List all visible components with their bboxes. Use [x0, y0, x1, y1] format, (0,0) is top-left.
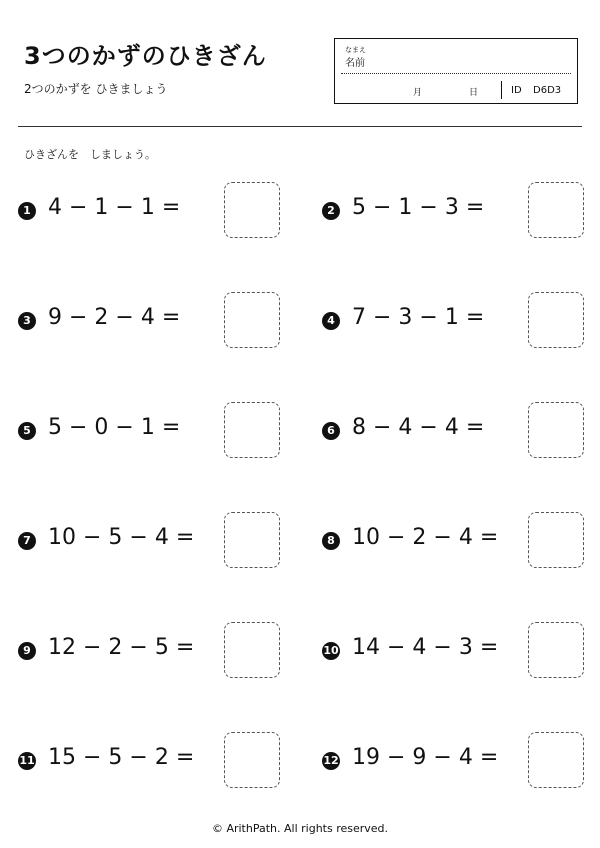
problem-1 [18, 182, 288, 240]
answer-box[interactable] [528, 292, 584, 348]
problem-number-badge: 10 [322, 642, 340, 660]
answer-box[interactable] [528, 732, 584, 788]
header-divider [18, 126, 582, 127]
problem-2 [322, 182, 592, 240]
problem-5 [18, 402, 288, 460]
month-label: 月 [413, 88, 423, 98]
problem-9 [18, 622, 288, 680]
problem-expression: 15 − 5 − 2 = [48, 745, 195, 770]
problem-expression: 8 − 4 − 4 = [352, 415, 485, 440]
problem-number-badge: 1 [18, 202, 36, 220]
day-label: 日 [469, 88, 479, 98]
problem-expression: 14 − 4 − 3 = [352, 635, 499, 660]
problem-expression: 7 − 3 − 1 = [352, 305, 485, 330]
answer-box[interactable] [224, 512, 280, 568]
name-box [334, 38, 578, 104]
problem-expression: 9 − 2 − 4 = [48, 305, 181, 330]
name-furigana: なまえ [345, 46, 366, 54]
problem-10 [322, 622, 592, 680]
problem-expression: 12 − 2 − 5 = [48, 635, 195, 660]
answer-box[interactable] [528, 622, 584, 678]
problem-number-badge: 6 [322, 422, 340, 440]
problem-number-badge: 9 [18, 642, 36, 660]
answer-box[interactable] [224, 402, 280, 458]
id-value: D6D3 [533, 85, 562, 96]
problem-number-badge: 7 [18, 532, 36, 550]
id-separator [501, 81, 502, 99]
problem-expression: 5 − 1 − 3 = [352, 195, 485, 220]
problem-number-badge: 8 [322, 532, 340, 550]
problem-8 [322, 512, 592, 570]
worksheet-title: 3つのかずのひきざん [24, 42, 267, 70]
answer-box[interactable] [528, 512, 584, 568]
instruction-text: ひきざんを しましょう。 [24, 148, 156, 161]
problem-6 [322, 402, 592, 460]
problem-expression: 5 − 0 − 1 = [48, 415, 181, 440]
name-dotted-line [341, 73, 571, 74]
worksheet-subtitle: 2つのかずを ひきましょう [24, 82, 168, 96]
problem-number-badge: 5 [18, 422, 36, 440]
problem-expression: 4 − 1 − 1 = [48, 195, 181, 220]
answer-box[interactable] [224, 292, 280, 348]
answer-box[interactable] [224, 732, 280, 788]
problem-number-badge: 2 [322, 202, 340, 220]
id-label: ID [511, 85, 522, 96]
problem-number-badge: 11 [18, 752, 36, 770]
problem-4 [322, 292, 592, 350]
answer-box[interactable] [528, 402, 584, 458]
problem-expression: 19 − 9 − 4 = [352, 745, 499, 770]
copyright-footer: © ArithPath. All rights reserved. [211, 822, 389, 835]
problem-number-badge: 4 [322, 312, 340, 330]
name-label: 名前 [345, 58, 365, 69]
problem-number-badge: 3 [18, 312, 36, 330]
problem-11 [18, 732, 288, 790]
answer-box[interactable] [224, 182, 280, 238]
problem-number-badge: 12 [322, 752, 340, 770]
problem-expression: 10 − 5 − 4 = [48, 525, 195, 550]
answer-box[interactable] [528, 182, 584, 238]
problem-12 [322, 732, 592, 790]
problem-3 [18, 292, 288, 350]
problem-7 [18, 512, 288, 570]
problem-expression: 10 − 2 − 4 = [352, 525, 499, 550]
answer-box[interactable] [224, 622, 280, 678]
